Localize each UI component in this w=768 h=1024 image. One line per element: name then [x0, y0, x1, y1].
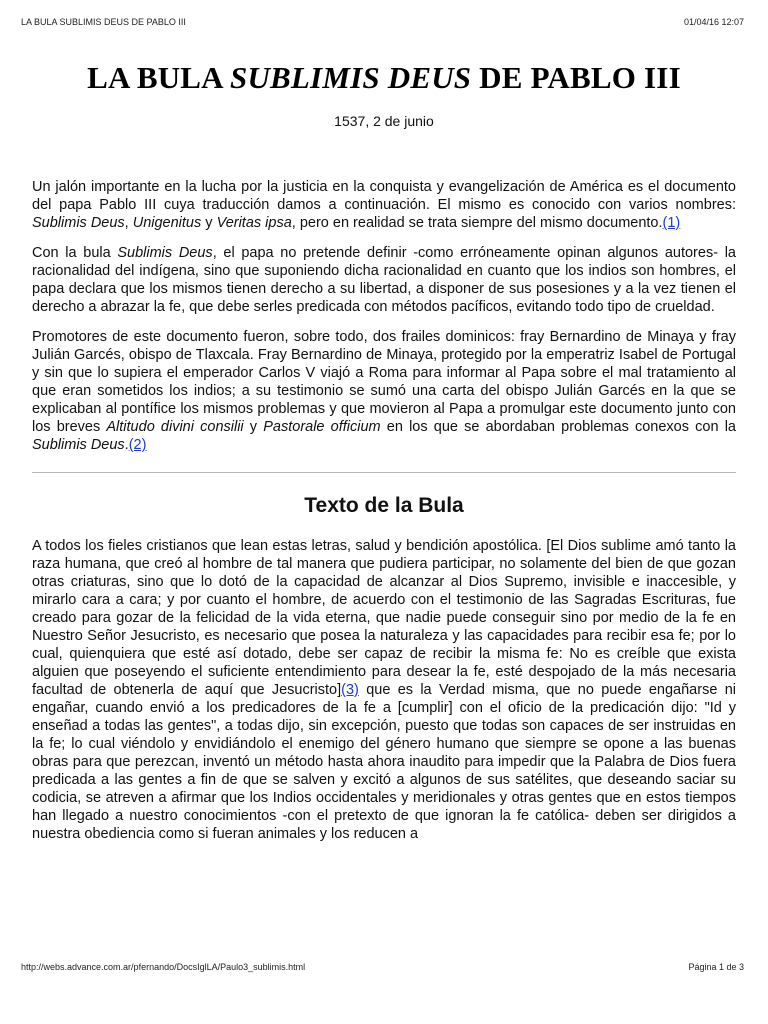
print-footer-page-number: Página 1 de 3: [688, 962, 744, 972]
italic-run: Unigenitus: [132, 215, 202, 231]
footnote-link-2[interactable]: (2): [128, 437, 147, 453]
print-footer-url: http://webs.advance.com.ar/pfernando/DocsIglLA/Paulo3_sublimis.html: [21, 962, 306, 972]
footnote-link-3[interactable]: (3): [341, 682, 359, 698]
text-run: y: [243, 419, 264, 435]
text-run: , pero en realidad se trata siempre del mismo documento.: [291, 215, 663, 231]
italic-run: Veritas ipsa: [216, 215, 292, 231]
document-body: [32, 56, 736, 843]
section-divider: [32, 472, 736, 473]
paragraph-promoters: [32, 328, 736, 454]
text-run: y: [201, 215, 217, 231]
print-header-title: LA BULA SUBLIMIS DEUS DE PABLO III: [21, 17, 186, 27]
text-run: , el papa no pretende definir -como erróneamente opinan algunos autores- la racionalidad del indígena, sino que suponiendo dicha racionalidad en cuanto que los indios son hombres, el papa declara que los mismos tienen derecho a su libertad, a disponer de sus posesiones y a la vez tienen el derecho a abrazar la fe, que debe serles predicada con métodos pacíficos, evitando todo tipo de crueldad.: [32, 245, 736, 315]
italic-run: Pastorale officium: [263, 419, 381, 435]
paragraph-purpose: [32, 244, 736, 316]
text-run: Un jalón importante en la lucha por la justicia en la conquista y evangelización de América es el documento del papa Pablo III cuya traducción damos a continuación. El mismo es conocido con varios nombres:: [32, 179, 736, 213]
paragraph-bula-text: [32, 537, 736, 843]
section-title: Texto de la Bula: [304, 494, 464, 517]
italic-run: Sublimis Deus: [32, 215, 125, 231]
italic-run: Altitudo divini consilii: [106, 419, 244, 435]
print-header: [21, 17, 744, 31]
paragraph-intro: [32, 178, 736, 232]
title-part-before: LA BULA: [87, 60, 231, 95]
italic-run: Sublimis Deus: [117, 245, 213, 261]
page-title: [32, 56, 736, 100]
text-run: en los que se abordaban problemas conexos con la: [380, 419, 736, 435]
footnote-link-1[interactable]: (1): [662, 215, 681, 231]
text-run: ,: [124, 215, 133, 231]
italic-run: Sublimis Deus: [32, 437, 125, 453]
title-part-italic: SUBLIMIS DEUS: [230, 60, 472, 95]
text-run: Con la bula: [32, 245, 118, 261]
text-run: A todos los fieles cristianos que lean estas letras, salud y bendición apostólica. [El Dios sublime amó tanto la raza humana, que creó al hombre de tal manera que pudiera participar, no solamente del bien de que gozan otras criaturas, sino que lo dotó de la capacidad de alcanzar al Dios Supremo, invisible e inaccesible, y mirarlo cara a cara; y por cuanto el hombre, de acuerdo con el testimonio de las Sagradas Escrituras, fue creado para gozar de la felicidad de la vida eterna, que nadie puede conseguir sino por medio de la fe en Nuestro Señor Jesucristo, es necesario que posea la naturaleza y las capacidades para recibir esa fe; por lo cual, quienquiera que esté así dotado, debe ser capaz de recibir la misma fe: No es creíble que exista alguien que poseyendo el suficiente entendimiento para desear la fe, esté despojado de la más necesaria facultad de obtenerla de aquí que Jesucristo]: [32, 538, 736, 698]
document-date: 1537, 2 de junio: [334, 113, 434, 129]
print-header-timestamp: 01/04/16 12:07: [683, 17, 744, 27]
text-run: Promotores de este documento fueron, sobre todo, dos frailes dominicos: fray Bernardino de Minaya y fray Julián Garcés, obispo de Tlaxcala. Fray Bernardino de Minaya, protegido por la emperatriz Isabel de Portugal y sin que lo supiera el emperador Carlos V viajó a Roma para informar al Papa sobre el mal tratamiento al que eran sometidos los indios; a su testimonio se sumó una carta del obispo Julián Garcés en la que se explicaban al pontífice los mismos problemas y que movieron al Papa a promulgar este documento junto con los breves: [32, 329, 736, 435]
print-footer: [21, 962, 744, 976]
title-part-after: DE PABLO III: [471, 60, 681, 95]
text-run: .: [124, 437, 129, 453]
text-run: que es la Verdad misma, que no puede engañarse ni engañar, cuando envió a los predicadores de la fe a [cumplir] con el oficio de la predicación dijo: "Id y enseñad a todas las gentes", a todas dijo, sin excepción, puesto que todas son capaces de ser instruidas en la fe; lo cual viéndolo y envidiándolo el enemigo del género humano que siempre se opone a las buenas obras para que perezcan, inventó un método hasta ahora inaudito para impedir que la Palabra de Dios fuera predicada a las gentes a fin de que se salven y excitó a algunos de sus satélites, que deseando saciar su codicia, se atreven a afirmar que los Indios occidentales y meridionales y otras gentes que en estos tiempos han llegado a nuestro conocimientos -con el pretexto de que ignoran la fe católica- deben ser dirigidos a nuestra obediencia como si fueran animales y los reducen a: [32, 682, 736, 842]
